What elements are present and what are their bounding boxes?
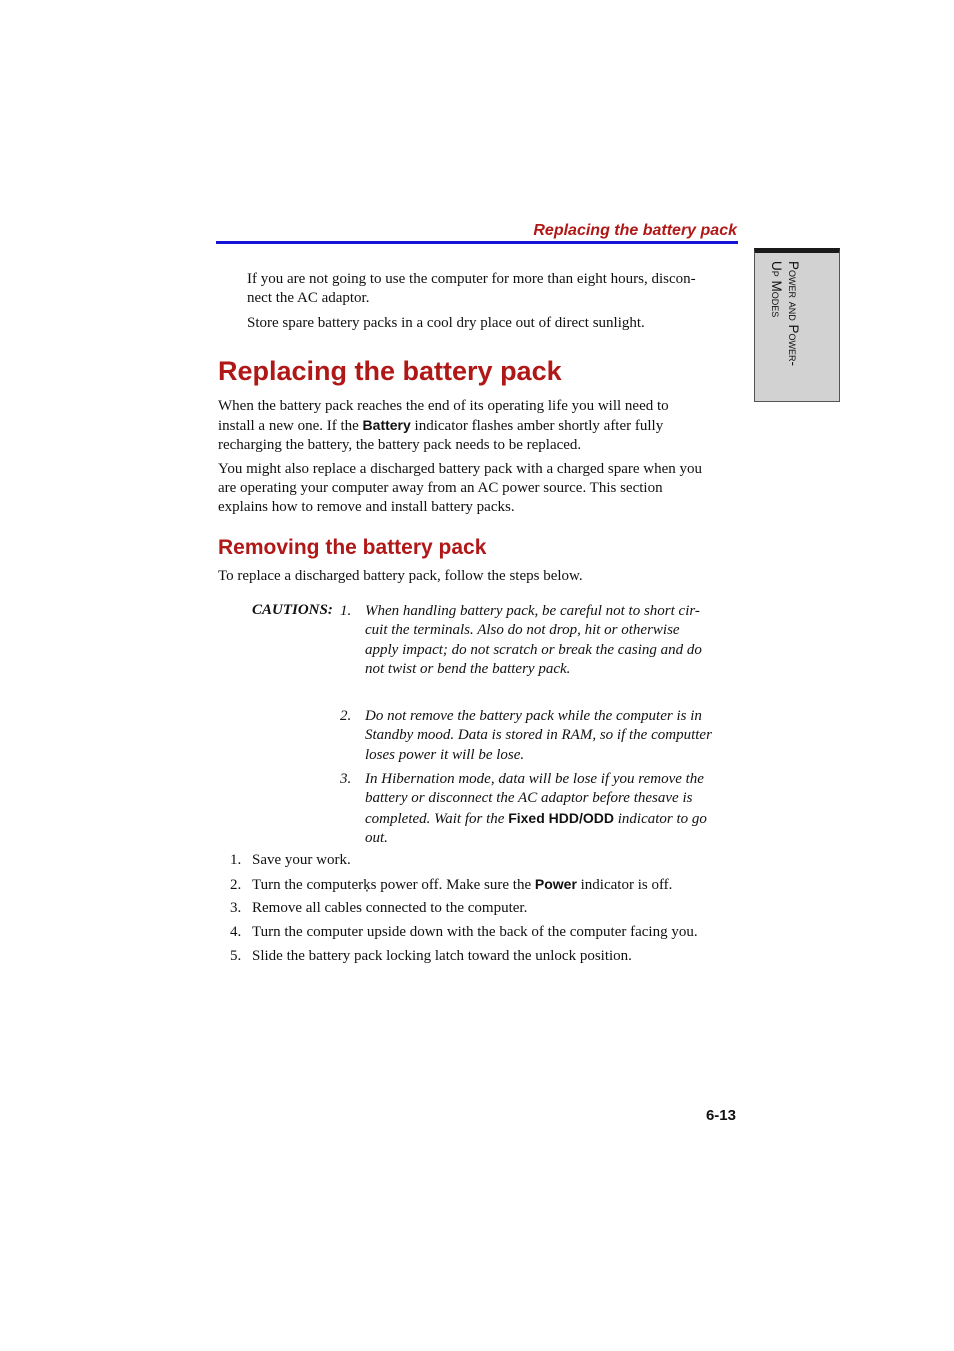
caution-item-3 (340, 770, 740, 848)
caution-item-2 (340, 707, 740, 765)
intro-paragraph-1-line-2: nect the AC adaptor. (247, 290, 370, 306)
section-p1-line-3: recharging the battery, the battery pack needs to be replaced. (218, 437, 582, 453)
intro-paragraph-2: Store spare battery packs in a cool dry place out of direct sunlight. (247, 315, 645, 331)
section-p2-line-3: explains how to remove and install battery packs. (218, 499, 515, 515)
caution-1-line-1: When handling battery pack, be careful not to short cir- (365, 603, 700, 619)
chapter-side-tab (754, 248, 840, 402)
step-text: Remove all cables connected to the computer. (252, 900, 528, 916)
section-paragraph-2 (218, 460, 748, 517)
header-rule (216, 241, 738, 244)
step-number-wrap (218, 923, 252, 942)
section-p1-line-1: When the battery pack reaches the end of its operating life you will need to (218, 398, 669, 414)
step-text: Slide the battery pack locking latch toward the unlock position. (252, 948, 632, 964)
step-1 (218, 851, 748, 870)
side-tab-line-2: Up Modes (769, 261, 784, 318)
step-number: 3. (230, 900, 242, 916)
caution-3-line-1: In Hibernation mode, data will be lose if you remove the (365, 771, 704, 787)
caution-1-line-4: not twist or bend the battery pack. (365, 660, 571, 677)
side-tab-line-1: Power and Power- (786, 261, 801, 367)
side-tab-label (768, 261, 802, 401)
caution-1-line-3: apply impact; do not scratch or break the casing and do (365, 641, 702, 658)
caution-3-line-2: battery or disconnect the AC adaptor before thesave is (365, 790, 693, 807)
side-tab-text-clip (756, 261, 810, 401)
caution-2-line-3: loses power it will be lose. (365, 746, 525, 763)
caution-text (365, 770, 740, 848)
step-text: Turn the computer upside down with the back of the computer facing you. (252, 924, 698, 940)
power-indicator-name: Power (534, 876, 577, 892)
step-number: 4. (230, 924, 242, 940)
caution-3-line-3 (365, 809, 740, 829)
step-5 (218, 947, 748, 966)
intro-paragraph-1 (247, 270, 737, 308)
caution-number: 3. (340, 771, 352, 787)
cautions-label: CAUTIONS: (252, 602, 333, 618)
caution-3-line-3-post: indicator to go (613, 810, 707, 827)
section-p1-line-2-post: indicator flashes amber shortly after fully (410, 418, 664, 434)
caution-2-line-2: Standby mood. Data is stored in RAM, so if the computter (365, 727, 712, 744)
caution-text (365, 602, 740, 679)
subsection-heading: Removing the battery pack (218, 536, 487, 559)
subsection-intro: To replace a discharged battery pack, follow the steps below. (218, 568, 583, 584)
section-p2-line-2: are operating your computer away from an AC power source. This section (218, 480, 663, 496)
step-3 (218, 899, 748, 918)
fixed-hdd-odd-indicator-name: Fixed HDD/ODD (508, 809, 614, 826)
caution-1-line-2: cuit the terminals. Also do not drop, hit or otherwise (365, 622, 680, 639)
caution-number: 1. (340, 603, 352, 619)
section-p2-line-1: You might also replace a discharged battery pack with a charged spare when you (218, 461, 703, 477)
step-number: 2. (230, 877, 242, 893)
battery-indicator-name: Battery (362, 417, 411, 433)
caution-3-line-3-pre: completed. Wait for the (365, 810, 509, 827)
step-number: 1. (230, 852, 242, 868)
step-number-wrap (218, 899, 252, 918)
caution-item-1 (340, 602, 740, 679)
step-text-post: indicator is off. (576, 877, 673, 893)
caution-3-line-4: out. (365, 829, 388, 846)
step-text: Save your work. (252, 852, 351, 868)
step-4 (218, 923, 748, 942)
step-number: 5. (230, 948, 242, 964)
caution-2-line-1: Do not remove the battery pack while the computer is in (365, 708, 702, 724)
section-p1-line-2-pre: install a new one. If the (218, 418, 363, 434)
intro-paragraph-1-line-1: If you are not going to use the computer for more than eight hours, discon- (247, 271, 696, 287)
step-number-wrap (218, 947, 252, 966)
page-number: 6-13 (705, 1107, 736, 1124)
running-header-title: Replacing the battery pack (533, 222, 737, 239)
section-heading: Replacing the battery pack (218, 356, 562, 386)
caution-text (365, 707, 740, 765)
step-number-wrap (218, 851, 252, 870)
caution-number: 2. (340, 708, 352, 724)
step-number-wrap (218, 876, 252, 895)
step-text-pre: Turn the computerķs power off. Make sure the (252, 877, 535, 893)
step-2 (218, 875, 748, 895)
section-paragraph-1 (218, 397, 738, 455)
section-p1-line-2 (218, 416, 738, 436)
